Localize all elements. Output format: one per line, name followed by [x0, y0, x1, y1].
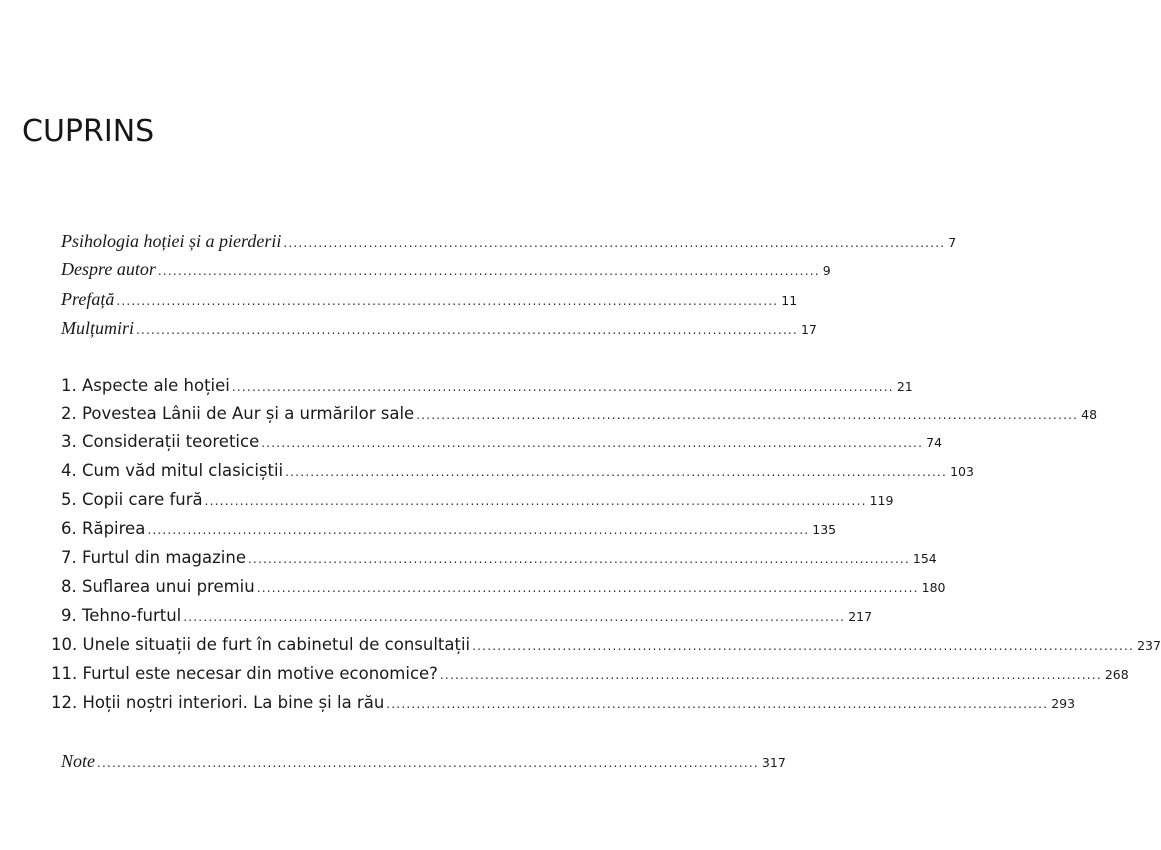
leader-dots: .................................................................................................................................... — [116, 294, 779, 308]
toc-entry-page: 217 — [848, 609, 873, 624]
toc-entry-label: Despre autor — [61, 259, 156, 279]
toc-entry-page: 48 — [1081, 407, 1098, 422]
chapter-number: 10. — [51, 635, 78, 654]
toc-entry-chapter-4 — [61, 458, 974, 484]
chapter-number: 2. — [61, 404, 77, 423]
toc-entry-page: 154 — [912, 551, 937, 566]
toc-entry-label — [61, 401, 414, 427]
chapter-number: 6. — [61, 519, 77, 538]
toc-entry-chapter-12 — [51, 690, 1076, 716]
toc-entry-page: 103 — [950, 464, 974, 479]
leader-dots: .................................................................................................................................... — [285, 465, 948, 479]
leader-dots: .................................................................................................................................... — [157, 264, 820, 278]
toc-entry-chapter-3 — [61, 429, 943, 455]
toc-entry-prefata — [61, 286, 798, 312]
chapter-title: Furtul este necesar din motive economice? — [82, 664, 438, 683]
leader-dots: .................................................................................................................................... — [386, 697, 1049, 711]
toc-entry-page: 237 — [1137, 638, 1161, 653]
leader-dots: .................................................................................................................................... — [136, 323, 798, 337]
leader-dots: .................................................................................................................................... — [256, 581, 919, 595]
chapter-number: 1. — [61, 376, 77, 395]
toc-entry-page: 21 — [896, 379, 913, 394]
chapter-title: Furtul din magazine — [82, 548, 246, 567]
leader-dots: .................................................................................................................................... — [261, 436, 924, 450]
toc-entry-chapter-9 — [61, 603, 873, 629]
toc-entry-label: Prefață — [61, 289, 115, 309]
chapter-title: Unele situații de furt în cabinetul de consultații — [82, 635, 471, 654]
toc-entry-label — [61, 458, 283, 484]
toc-entry-label — [61, 516, 145, 542]
leader-dots: .................................................................................................................................... — [472, 639, 1135, 653]
toc-entry-page: 317 — [761, 755, 786, 770]
chapter-title: Cum văd mitul clasiciștii — [82, 461, 284, 480]
toc-entry-label — [61, 429, 259, 455]
chapter-title: Povestea Lânii de Aur și a urmărilor sale — [82, 404, 415, 423]
toc-entry-page: 9 — [822, 263, 831, 278]
toc-entry-label — [61, 487, 203, 513]
leader-dots: .................................................................................................................................... — [283, 236, 946, 250]
toc-entry-label: Mulțumiri — [61, 318, 135, 338]
toc-entry-psihologia — [61, 228, 957, 254]
toc-entry-chapter-7 — [61, 545, 937, 571]
toc-entry-page: 11 — [781, 293, 798, 308]
toc-entry-chapter-6 — [61, 516, 837, 542]
leader-dots: .................................................................................................................................... — [416, 408, 1079, 422]
toc-entry-page: 180 — [921, 580, 946, 595]
toc-entry-label — [51, 690, 384, 716]
leader-dots: .................................................................................................................................... — [247, 552, 910, 566]
toc-entry-page: 268 — [1104, 667, 1129, 682]
chapter-title: Tehno-furtul — [82, 606, 182, 625]
page-title: CUPRINS — [22, 114, 155, 149]
toc-entry-despre-autor — [61, 256, 831, 282]
leader-dots: .................................................................................................................................... — [97, 756, 759, 770]
leader-dots: .................................................................................................................................... — [204, 494, 867, 508]
chapter-title: Răpirea — [82, 519, 146, 538]
toc-entry-chapter-5 — [61, 487, 894, 513]
toc-entry-label: Note — [61, 751, 95, 771]
chapter-title: Copii care fură — [82, 490, 203, 509]
toc-entry-page: 119 — [869, 493, 894, 508]
chapter-title: Suflarea unui premiu — [82, 577, 255, 596]
chapter-number: 11. — [51, 664, 78, 683]
chapter-title: Hoții noștri interiori. La bine și la rău — [82, 693, 385, 712]
toc-entry-chapter-10 — [51, 632, 1161, 658]
leader-dots: .................................................................................................................................... — [231, 380, 894, 394]
toc-entry-page: 293 — [1051, 696, 1076, 711]
chapter-title: Considerații teoretice — [82, 432, 260, 451]
toc-entry-label — [61, 373, 230, 399]
toc-entry-label: Psihologia hoției și a pierderii — [61, 231, 282, 251]
toc-entry-label — [61, 603, 181, 629]
chapter-number: 3. — [61, 432, 77, 451]
toc-entry-page: 74 — [926, 435, 943, 450]
toc-entry-page: 7 — [948, 235, 957, 250]
toc-entry-label — [61, 545, 246, 571]
toc-entry-label — [51, 632, 470, 658]
toc-entry-chapter-8 — [61, 574, 946, 600]
leader-dots: .................................................................................................................................... — [183, 610, 846, 624]
toc-entry-page: 17 — [800, 322, 817, 337]
leader-dots: .................................................................................................................................... — [439, 668, 1102, 682]
toc-entry-chapter-11 — [51, 661, 1129, 687]
toc-entry-label — [51, 661, 438, 687]
chapter-number: 8. — [61, 577, 77, 596]
toc-entry-multumiri — [61, 315, 817, 341]
toc-entry-chapter-1 — [61, 373, 913, 399]
toc-entry-note — [61, 748, 786, 774]
chapter-number: 5. — [61, 490, 77, 509]
chapter-number: 9. — [61, 606, 77, 625]
toc-entry-label — [61, 574, 255, 600]
toc-entry-chapter-2 — [61, 401, 1098, 427]
chapter-number: 7. — [61, 548, 77, 567]
chapter-number: 12. — [51, 693, 78, 712]
toc-entry-page: 135 — [812, 522, 837, 537]
leader-dots: .................................................................................................................................... — [147, 523, 810, 537]
chapter-number: 4. — [61, 461, 77, 480]
chapter-title: Aspecte ale hoției — [82, 376, 230, 395]
